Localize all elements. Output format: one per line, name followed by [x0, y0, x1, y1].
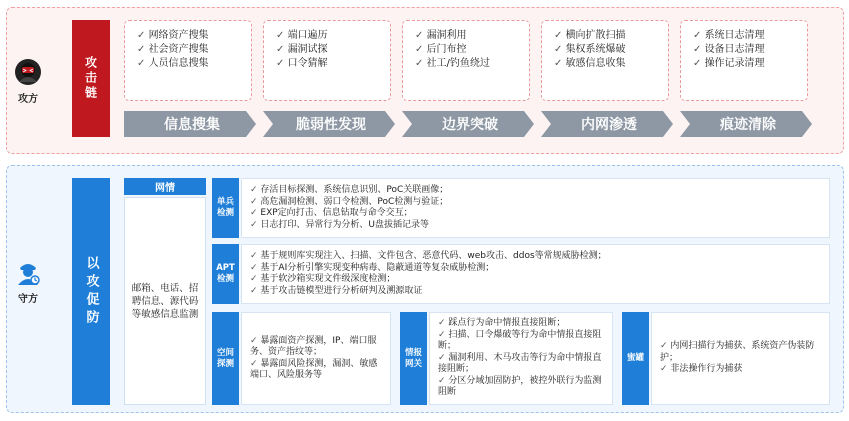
list-item: ✓ 网络资产搜集	[137, 29, 245, 43]
guard-icon	[14, 258, 42, 286]
list-item: ✓ 基于软沙箱实现文件级深度检测；	[250, 274, 821, 286]
list-item: ✓ 存活目标探测、系统信息识别、PoC关联画像；	[250, 185, 821, 197]
list-item: ✓ 分区分域加固防护，被控外联行为监测阻断	[438, 376, 604, 399]
defender-role	[14, 258, 42, 305]
defense-strategy-bar: 以攻促防	[72, 178, 110, 405]
network-intel-title: 网情	[124, 178, 206, 195]
attacker-role	[14, 58, 42, 105]
defender-label: 守方	[18, 294, 38, 305]
stage-name: 边界突破	[442, 117, 498, 133]
attacker-label: 攻方	[18, 94, 38, 105]
list-item: ✓ 漏洞利用	[415, 29, 523, 43]
list-item: ✓ 社工/钓鱼绕过	[415, 57, 523, 71]
category-apt-detection: APT检测	[212, 244, 239, 304]
hacker-icon	[14, 58, 42, 86]
list-item: ✓ 敏感信息收集	[554, 57, 662, 71]
list-item: ✓ 暴露面资产探测，IP、端口服务、资产指纹等；	[250, 336, 382, 359]
list-item: ✓ 扫描、口令爆破等行为命中情报直接阻断；	[438, 330, 604, 353]
category-space-detection: 空间探测	[212, 312, 239, 405]
stage-name: 内网渗透	[581, 117, 637, 133]
list-item: ✓ 集权系统爆破	[554, 43, 662, 57]
stage-box	[541, 20, 669, 101]
list-item: ✓ 社会资产搜集	[137, 43, 245, 57]
intel-gateway-list	[429, 312, 613, 405]
list-item: ✓ 基于AI分析引擎实现变种病毒、隐蔽通道等复杂威胁检测；	[250, 263, 821, 275]
stage-name: 痕迹清除	[720, 117, 776, 133]
list-item: ✓ 内网扫描行为捕获、系统资产伪装防护；	[660, 341, 821, 364]
list-item: ✓ 踩点行为命中情报直接阻断；	[438, 318, 604, 330]
single-detection-list	[241, 178, 830, 238]
stage-name: 脆弱性发现	[296, 117, 366, 133]
list-item: ✓ 高危漏洞检测、弱口令检测、PoC检测与验证；	[250, 197, 821, 209]
stage-name: 信息搜集	[164, 117, 220, 133]
stage-arrow-row	[124, 111, 824, 143]
list-item: ✓ 日志打印、异常行为分析、U盘拔插记录等	[250, 220, 821, 232]
list-item: ✓ 端口遍历	[276, 29, 384, 43]
list-item: ✓ 操作记录清理	[693, 57, 801, 71]
network-intel-box	[124, 197, 206, 405]
list-item: ✓ 基于攻击链模型进行分析研判及溯源取证	[250, 286, 821, 298]
list-item: ✓ 横向扩散扫描	[554, 29, 662, 43]
apt-detection-list	[241, 244, 830, 304]
list-item: ✓ 基于规则库实现注入、扫描、文件包含、恶意代码、web攻击、ddos等常规威胁检测；	[250, 251, 821, 263]
stage-box	[124, 20, 252, 101]
space-detection-list	[241, 312, 391, 405]
list-item: ✓ 后门布控	[415, 43, 523, 57]
network-intel-desc: 邮箱、电话、招聘信息、源代码等敏感信息监测	[131, 282, 199, 320]
category-intel-gateway: 情报网关	[400, 312, 427, 405]
list-item: ✓ EXP定向打击、信息钻取与命令交互；	[250, 208, 821, 220]
list-item: ✓ 暴露面风险探测，漏洞、敏感端口、风险服务等	[250, 359, 382, 382]
stage-box	[263, 20, 391, 101]
list-item: ✓ 口令猜解	[276, 57, 384, 71]
category-honeypot: 蜜罐	[622, 312, 649, 405]
list-item: ✓ 非法操作行为捕获	[660, 364, 821, 376]
list-item: ✓ 漏洞试探	[276, 43, 384, 57]
list-item: ✓ 系统日志清理	[693, 29, 801, 43]
stage-box	[402, 20, 530, 101]
list-item: ✓ 设备日志清理	[693, 43, 801, 57]
attack-chain-bar: 攻击链	[72, 20, 110, 137]
list-item: ✓ 漏洞利用、木马攻击等行为命中情报直接阻断；	[438, 353, 604, 376]
honeypot-list	[651, 312, 830, 405]
stage-box	[680, 20, 808, 101]
list-item: ✓ 人员信息搜集	[137, 57, 245, 71]
category-single-detection: 单兵检测	[212, 178, 239, 238]
